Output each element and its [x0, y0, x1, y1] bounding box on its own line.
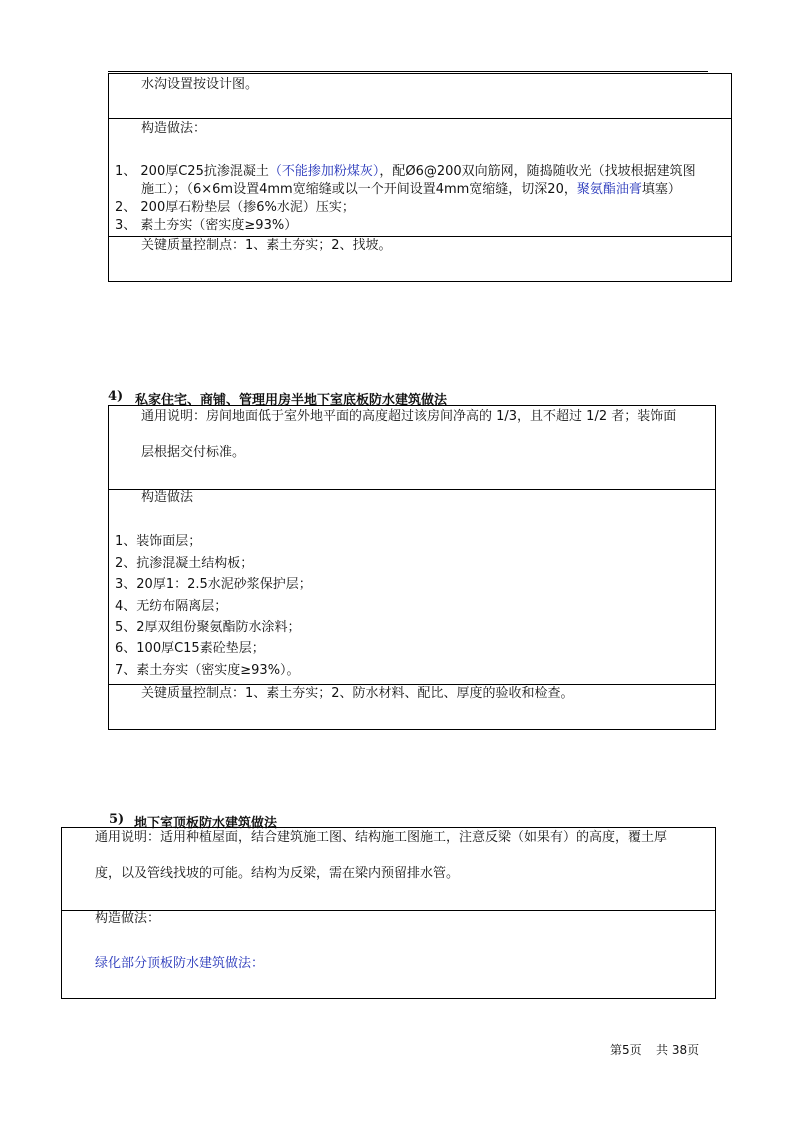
construct-item-1-cont	[141, 181, 681, 199]
table-1-divider-1	[108, 118, 732, 119]
section-4-item-1: 1、装饰面层；	[115, 534, 202, 549]
item-1-blue-note: （不能掺加粉煤灰）	[268, 164, 380, 179]
section-4-item-6: 6、100厚C15素砼垫层；	[115, 641, 265, 656]
page-number: 第5页	[610, 1043, 642, 1057]
construct-item-2: 2、 200厚石粉垫层（掺6%水泥）压实；	[115, 200, 355, 215]
section-5-general-line-2: 度，以及管线找坡的可能。结构为反梁，需在梁内预留排水管。	[95, 866, 460, 881]
section-5-general-line-1: 通用说明：适用种植屋面，结合建筑施工图、结构施工图施工，注意反梁（如果有）的高度，覆土厚	[95, 830, 668, 845]
key-points: 关键质量控制点：1、素土夯实；2、找坡。	[141, 238, 392, 253]
section-5-title: 地下室顶板防水建筑做法	[134, 816, 278, 831]
construct-title: 构造做法：	[141, 121, 207, 136]
section-4-number: 4)	[108, 389, 124, 404]
construct-item-1	[115, 163, 696, 181]
section-4-general-line-1: 通用说明：房间地面低于室外地平面的高度超过该房间净高的 1/3，且不超过 1/2 者；装饰面	[141, 409, 677, 424]
page-total: 共 38页	[656, 1043, 700, 1057]
construct-item-3: 3、 素土夯实（密实度≥93%）	[115, 218, 298, 233]
item-1-suffix: ，配Ø6@200双向筋网，随捣随收光（找坡根据建筑图	[379, 164, 696, 179]
drain-note: 水沟设置按设计图。	[141, 77, 259, 92]
item-1-prefix: 1、 200厚C25抗渗混凝土	[115, 164, 269, 179]
item-1-cont-blue: 聚氨酯油膏	[576, 182, 642, 197]
section-4-key-points: 关键质量控制点：1、素土夯实；2、防水材料、配比、厚度的验收和检查。	[141, 686, 574, 701]
section-4-item-7: 7、素土夯实（密实度≥93%）。	[115, 663, 300, 678]
item-1-cont-prefix: 施工）；（6×6m设置4mm宽缩缝或以一个开间设置4mm宽缩缝，切深20，	[141, 182, 577, 197]
item-1-cont-suffix: 填塞）	[641, 182, 681, 197]
section-4-title: 私家住宅、商铺、管理用房半地下室底板防水建筑做法	[135, 393, 448, 408]
top-rule	[108, 71, 708, 72]
section-4-general-line-2: 层根据交付标准。	[141, 445, 246, 460]
section-5-green-title: 绿化部分顶板防水建筑做法：	[95, 956, 265, 971]
section-4-construct-title: 构造做法	[141, 490, 194, 505]
section-4-item-4: 4、无纺布隔离层；	[115, 599, 228, 614]
section-4-item-3: 3、20厚1：2.5水泥砂浆保护层；	[115, 577, 312, 592]
section-5-number: 5)	[109, 812, 125, 827]
section-5-construct-title: 构造做法：	[95, 911, 161, 926]
table-2-divider-1	[108, 489, 716, 490]
section-4-item-2: 2、抗渗混凝土结构板；	[115, 556, 254, 571]
section-4-item-5: 5、2厚双组份聚氨酯防水涂料；	[115, 620, 301, 635]
